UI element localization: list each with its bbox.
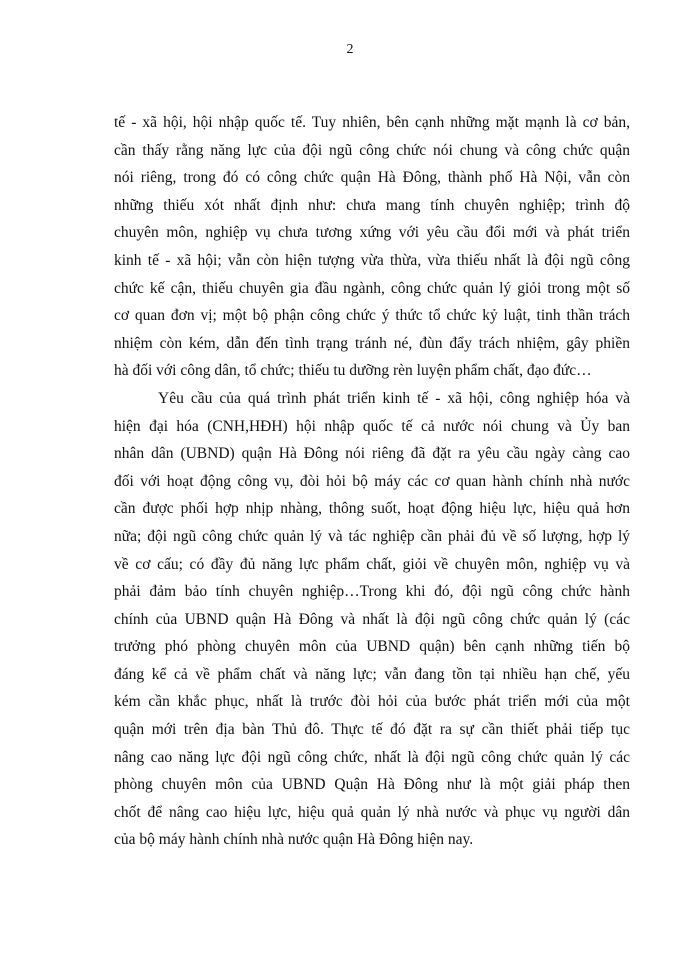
text-line: hiện đại hóa (CNH,HĐH) hội nhập quốc tế cả nước nói chung và Ủy ban: [114, 417, 630, 435]
text-line: những thiếu xót nhất định như: chưa mang tính chuyên nghiệp; trình độ: [114, 196, 630, 214]
body-text: [114, 109, 630, 854]
text-line: nhiệm còn kém, dẫn đến tình trạng tránh né, đùn đẩy trách nhiệm, gây phiền: [114, 334, 630, 352]
paragraph-last-line: hà đối với công dân, tổ chức; thiếu tu dưỡng rèn luyện phẩm chất, đạo đức…: [114, 362, 592, 380]
text-line: nâng cao năng lực đội ngũ công chức, nhất là đội ngũ công chức quản lý các: [114, 748, 630, 766]
page-number: 2: [346, 42, 354, 57]
text-line: cơ quan đơn vị; một bộ phận công chức ý thức tổ chức kỷ luật, tinh thần trách: [114, 307, 630, 325]
text-line: quận mới trên địa bàn Thủ đô. Thực tế đó đặt ra sự cần thiết phải tiếp tục: [114, 721, 630, 739]
text-line: phòng chuyên môn của UBND Quận Hà Đông như là một giải pháp then: [114, 776, 630, 794]
text-line: nhân dân (UBND) quận Hà Đông nói riêng đã đặt ra yêu cầu ngày càng cao: [114, 445, 630, 463]
text-line: nữa; đội ngũ công chức quản lý và tác nghiệp cần phải đủ về số lượng, hợp lý: [114, 527, 630, 545]
text-line: trưởng phó phòng chuyên môn của UBND quận) bên cạnh những tiến bộ: [114, 638, 630, 656]
text-line: cần được phối hợp nhịp nhàng, thông suốt, hoạt động hiệu lực, hiệu quả hơn: [114, 500, 630, 518]
text-line: nói riêng, trong đó có công chức quận Hà Đông, thành phố Hà Nội, vẫn còn: [114, 169, 630, 187]
text-line: chính của UBND quận Hà Đông và nhất là đội ngũ công chức quản lý (các: [114, 610, 630, 628]
paragraph-last-line: của bộ máy hành chính nhà nước quận Hà Đông hiện nay.: [114, 831, 474, 849]
paragraph-first-line: Yêu cầu của quá trình phát triển kinh tế - xã hội, công nghiệp hóa và: [158, 389, 630, 407]
text-line: phải đảm bảo tính chuyên nghiệp…Trong khi đó, đội ngũ công chức hành: [114, 583, 630, 601]
text-line: kinh tế - xã hội; vẫn còn hiện tượng vừa thừa, vừa thiếu nhất là đội ngũ công: [114, 251, 630, 269]
text-line: chốt để nâng cao hiệu lực, hiệu quả quản lý nhà nước và phục vụ người dân: [114, 803, 630, 821]
text-line: cần thấy rằng năng lực của đội ngũ công chức nói chung và công chức quận: [114, 141, 630, 159]
text-line: tế - xã hội, hội nhập quốc tế. Tuy nhiên, bên cạnh những mặt mạnh là cơ bản,: [114, 114, 630, 131]
text-line: đối với hoạt động công vụ, đòi hỏi bộ máy các cơ quan hành chính nhà nước: [114, 472, 630, 490]
text-line: về cơ cấu; có đầy đủ năng lực phẩm chất, giỏi về chuyên môn, nghiệp vụ và: [114, 555, 630, 573]
text-line: kém cần khắc phục, nhất là trước đòi hỏi của bước phát triển mới của một: [114, 693, 630, 711]
text-line: chức kế cận, thiếu chuyên gia đầu ngành, công chức quản lý giỏi trong một số: [114, 279, 630, 297]
text-line: chuyên môn, nghiệp vụ chưa tương xứng với yêu cầu đổi mới và phát triển: [114, 224, 630, 242]
text-line: đáng kể cả về phẩm chất và năng lực; vẫn đang tồn tại nhiều hạn chế, yếu: [114, 665, 630, 683]
